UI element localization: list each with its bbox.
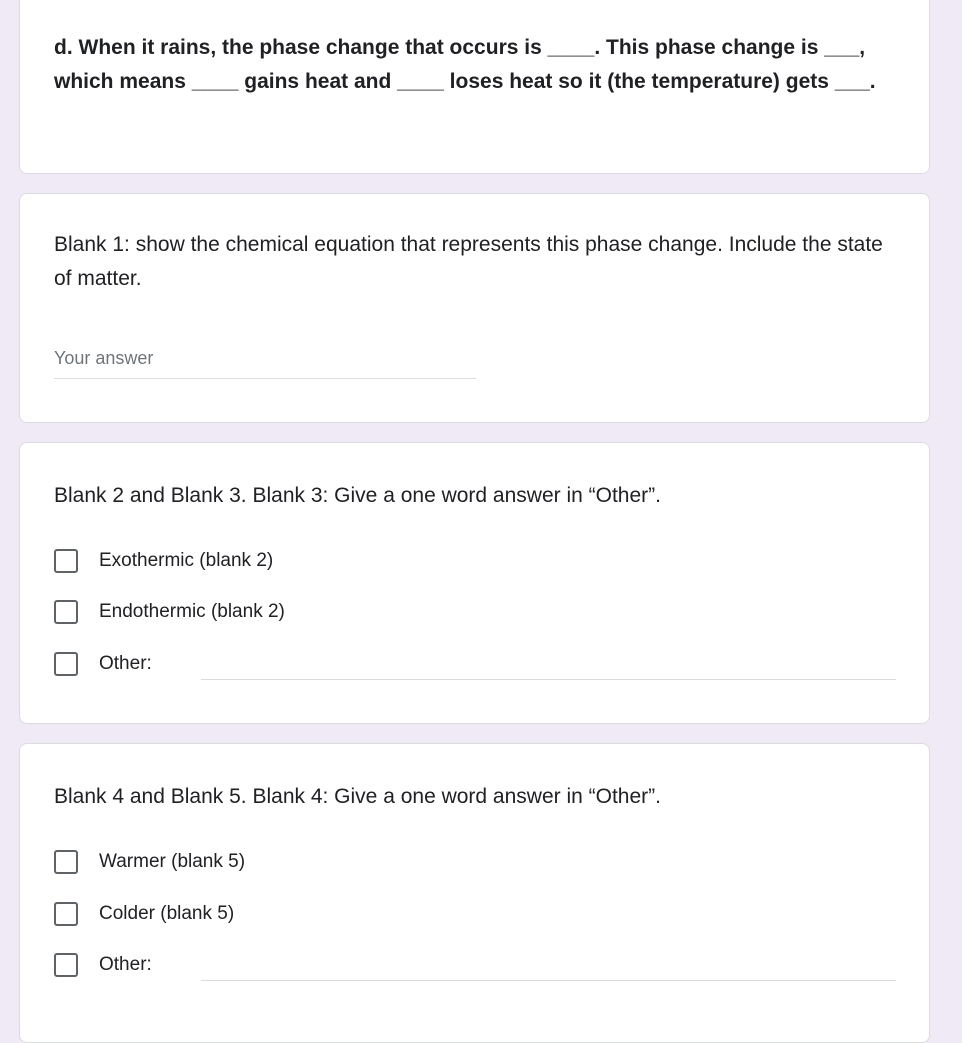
option-label: Colder (blank 5) xyxy=(99,903,235,924)
question-card-blank-1 xyxy=(19,193,930,423)
option-label: Endothermic (blank 2) xyxy=(99,601,285,622)
question-card-blank-4-5 xyxy=(19,743,930,1043)
option-label: Other: xyxy=(99,954,152,975)
checkbox-other[interactable] xyxy=(54,652,78,676)
question-card-blank-2-3 xyxy=(19,442,930,724)
option-exothermic[interactable] xyxy=(54,546,273,576)
other-text-field[interactable] xyxy=(201,950,896,981)
question-blank-2-3-text: Blank 2 and Blank 3. Blank 3: Give a one word answer in “Other”. xyxy=(54,484,661,507)
answer-input[interactable] xyxy=(54,342,476,374)
option-label: Exothermic (blank 2) xyxy=(99,550,274,571)
other-text-field[interactable] xyxy=(201,649,896,680)
question-blank-1-text: Blank 1: show the chemical equation that represents this phase change. Include the state of matter. xyxy=(54,233,883,290)
option-other[interactable] xyxy=(54,649,152,679)
answer-field-blank-1[interactable] xyxy=(54,342,476,379)
checkbox-exothermic[interactable] xyxy=(54,549,78,573)
question-blank-4-5-text: Blank 4 and Blank 5. Blank 4: Give a one word answer in “Other”. xyxy=(54,785,661,808)
option-label: Other: xyxy=(99,653,152,674)
option-label: Warmer (blank 5) xyxy=(99,851,246,872)
question-card-d xyxy=(19,0,930,174)
checkbox-other[interactable] xyxy=(54,953,78,977)
checkbox-endothermic[interactable] xyxy=(54,600,78,624)
option-warmer[interactable] xyxy=(54,847,245,877)
question-d-text: d. When it rains, the phase change that occurs is ____. This phase change is ___, which means ____ gains heat and ____ loses heat so it (the temperature) gets ___. xyxy=(54,36,876,93)
option-colder[interactable] xyxy=(54,899,234,929)
option-endothermic[interactable] xyxy=(54,597,285,627)
option-other[interactable] xyxy=(54,950,152,980)
checkbox-colder[interactable] xyxy=(54,902,78,926)
checkbox-warmer[interactable] xyxy=(54,850,78,874)
